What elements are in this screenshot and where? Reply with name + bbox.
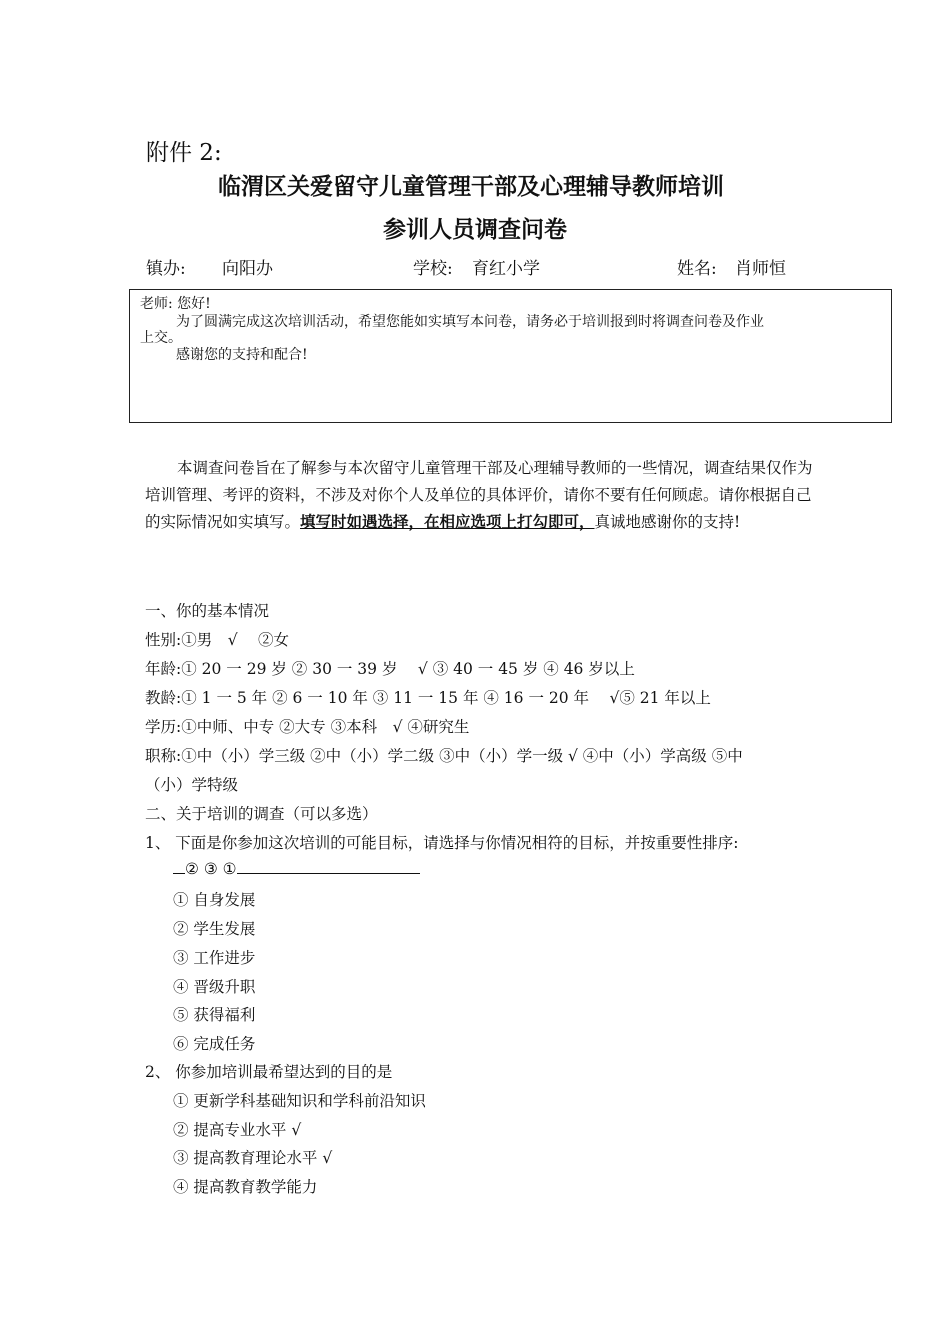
name-value: 肖师恒 — [735, 259, 786, 279]
question-1: 1、 下面是你参加这次培训的可能目标，请选择与你情况相符的目标，并按重要性排序: — [145, 834, 739, 852]
intro-paragraph — [145, 455, 815, 536]
notice-greeting: 老师: 您好! — [140, 296, 211, 312]
q1-option: ① 自身发展 — [173, 891, 256, 909]
notice-box — [129, 289, 892, 423]
q1-option: ⑤ 获得福利 — [173, 1006, 256, 1024]
intro-text: 本调查问卷旨在了解参与本次留守儿童管理干部及心理辅导教师的一些情况，调查结果仅作为培训管理、考评的资料，不涉及对你个人及单位的具体评价，请你不要有任何顾虑。请你根据自己的实际情况如实填写。 — [145, 459, 813, 531]
gender-row: 性别:①男 √ ②女 — [145, 631, 290, 649]
question-2: 2、 你参加培训最希望达到的目的是 — [145, 1063, 393, 1081]
name-label: 姓名: — [677, 259, 717, 279]
q1-option: ⑥ 完成任务 — [173, 1035, 256, 1053]
age-row: 年龄:① 20 一 29 岁 ② 30 一 39 岁 √ ③ 40 一 45 岁 ④ 46 岁以上 — [145, 660, 635, 678]
professional-title-row-cont: （小）学特级 — [145, 776, 239, 794]
q2-option: ② 提高专业水平 √ — [173, 1121, 302, 1139]
teaching-years-row: 教龄:① 1 一 5 年 ② 6 一 10 年 ③ 11 一 15 年 ④ 16 一 20 年 √⑤ 21 年以上 — [145, 689, 711, 707]
school-label: 学校: — [413, 259, 453, 279]
professional-title-row: 职称:①中（小）学三级 ②中（小）学二级 ③中（小）学一级 √ ④中（小）学高级 ⑤中 — [145, 747, 743, 765]
question-1-answer — [173, 860, 420, 878]
q1-option: ④ 晋级升职 — [173, 978, 256, 996]
town-label: 镇办: — [146, 259, 186, 279]
q2-option: ④ 提高教育教学能力 — [173, 1178, 318, 1196]
notice-line: 为了圆满完成这次培训活动，希望您能如实填写本问卷，请务必于培训报到时将调查问卷及作业 — [176, 314, 764, 330]
notice-line-cont: 上交。 — [140, 330, 182, 346]
q2-option: ① 更新学科基础知识和学科前沿知识 — [173, 1092, 426, 1110]
q1-option: ③ 工作进步 — [173, 949, 256, 967]
document-subtitle: 参训人员调查问卷 — [383, 217, 567, 243]
school-value: 育红小学 — [472, 259, 540, 279]
q2-option: ③ 提高教育理论水平 √ — [173, 1149, 333, 1167]
section1-heading: 一、你的基本情况 — [145, 602, 270, 620]
document-title: 临渭区关爱留守儿童管理干部及心理辅导教师培训 — [218, 174, 724, 200]
town-value: 向阳办 — [222, 259, 273, 279]
q1-option: ② 学生发展 — [173, 920, 256, 938]
intro-emphasis: 填写时如遇选择，在相应选项上打勾即可， — [300, 513, 595, 531]
section2-heading: 二、关于培训的调查（可以多选） — [145, 805, 378, 823]
education-row: 学历:①中师、中专 ②大专 ③本科 √ ④研究生 — [145, 718, 470, 736]
intro-text-end: 真诚地感谢你的支持! — [594, 513, 741, 531]
attachment-label: 附件 2: — [146, 140, 222, 166]
question-1-ranking: ② ③ ① — [185, 860, 237, 878]
notice-thanks: 感谢您的支持和配合! — [176, 347, 308, 363]
